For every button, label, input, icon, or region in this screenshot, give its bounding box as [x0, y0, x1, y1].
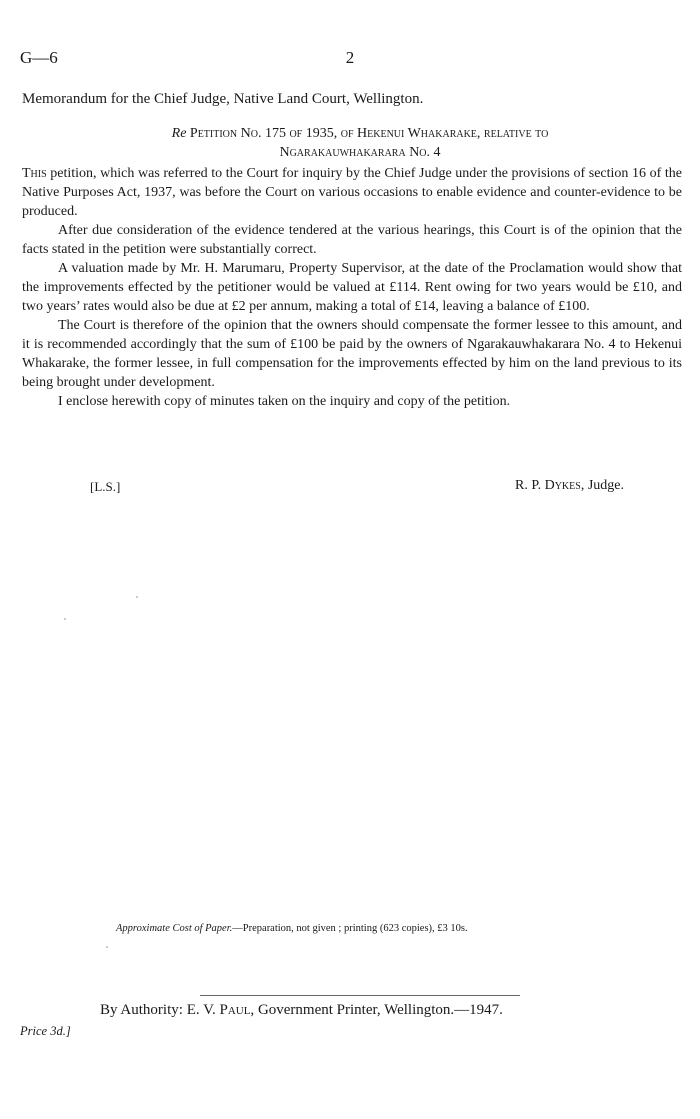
print-speck — [136, 596, 138, 598]
printer-imprint — [100, 1002, 503, 1019]
signature — [515, 478, 624, 494]
paragraph: I enclose herewith copy of minutes taken on the inquiry and copy of the petition. — [58, 394, 511, 409]
print-speck — [64, 618, 66, 620]
cost-note-text: —Preparation, not given ; printing (623 copies), £3 10s. — [232, 923, 468, 934]
re-prefix: Re — [171, 126, 187, 141]
land-block-name: Ngarakauwhakarara No. 4 — [279, 145, 441, 160]
signatory-title: Judge. — [587, 478, 624, 493]
paragraph: After due consideration of the evidence tendered at the various hearings, this Court is of the opinion that the facts stated in the petition were substantially correct. — [22, 223, 682, 257]
memo-body — [22, 164, 682, 411]
footer-divider — [200, 995, 520, 996]
print-speck — [106, 946, 108, 948]
price-label: Price 3d.] — [20, 1024, 71, 1038]
imprint-suffix: Government Printer, Wellington.—1947. — [257, 1002, 503, 1018]
printer-name: E. V. Paul, — [186, 1002, 255, 1018]
paragraph-text: petition, which was referred to the Court for inquiry by the Chief Judge under the provisions of section 16 of the Native Purposes Act, 1937, was before the Court on various occasions to enable evidence and counter-evidence to be produced. — [22, 166, 682, 219]
signatory-name: R. P. Dykes, — [515, 478, 585, 493]
petition-reference: Petition No. 175 of 1935, of Hekenui Whakarake, relative to — [189, 126, 549, 141]
seal-mark: [L.S.] — [90, 479, 121, 494]
cost-note — [116, 923, 468, 934]
page-number: 2 — [345, 48, 355, 67]
paragraph: The Court is therefore of the opinion that the owners should compensate the former lessee to this amount, and it is recommended accordingly that the sum of £100 be paid by the owners of Ngarakauwhakarara No. 4 to Hekenui Whakarake, the former lessee, in full compensation for the improvements effected by him on the land previous to its being brought under development. — [22, 318, 682, 390]
re-heading — [60, 124, 660, 162]
memo-title: Memorandum for the Chief Judge, Native Land Court, Wellington. — [22, 91, 424, 107]
paragraph — [22, 164, 682, 221]
cost-note-label: Approximate Cost of Paper. — [116, 923, 233, 934]
paragraph-first-word: This — [22, 166, 47, 181]
document-reference: G—6 — [20, 48, 58, 67]
paragraph: A valuation made by Mr. H. Marumaru, Property Supervisor, at the date of the Proclamation would show that the improvements effected by the petitioner would be valued at £114. Rent owing for two years would be £10, and two years’ rates would also be due at £2 per annum, making a total of £14, leaving a balance of £100. — [22, 261, 682, 314]
imprint-prefix: By Authority: — [100, 1002, 183, 1018]
